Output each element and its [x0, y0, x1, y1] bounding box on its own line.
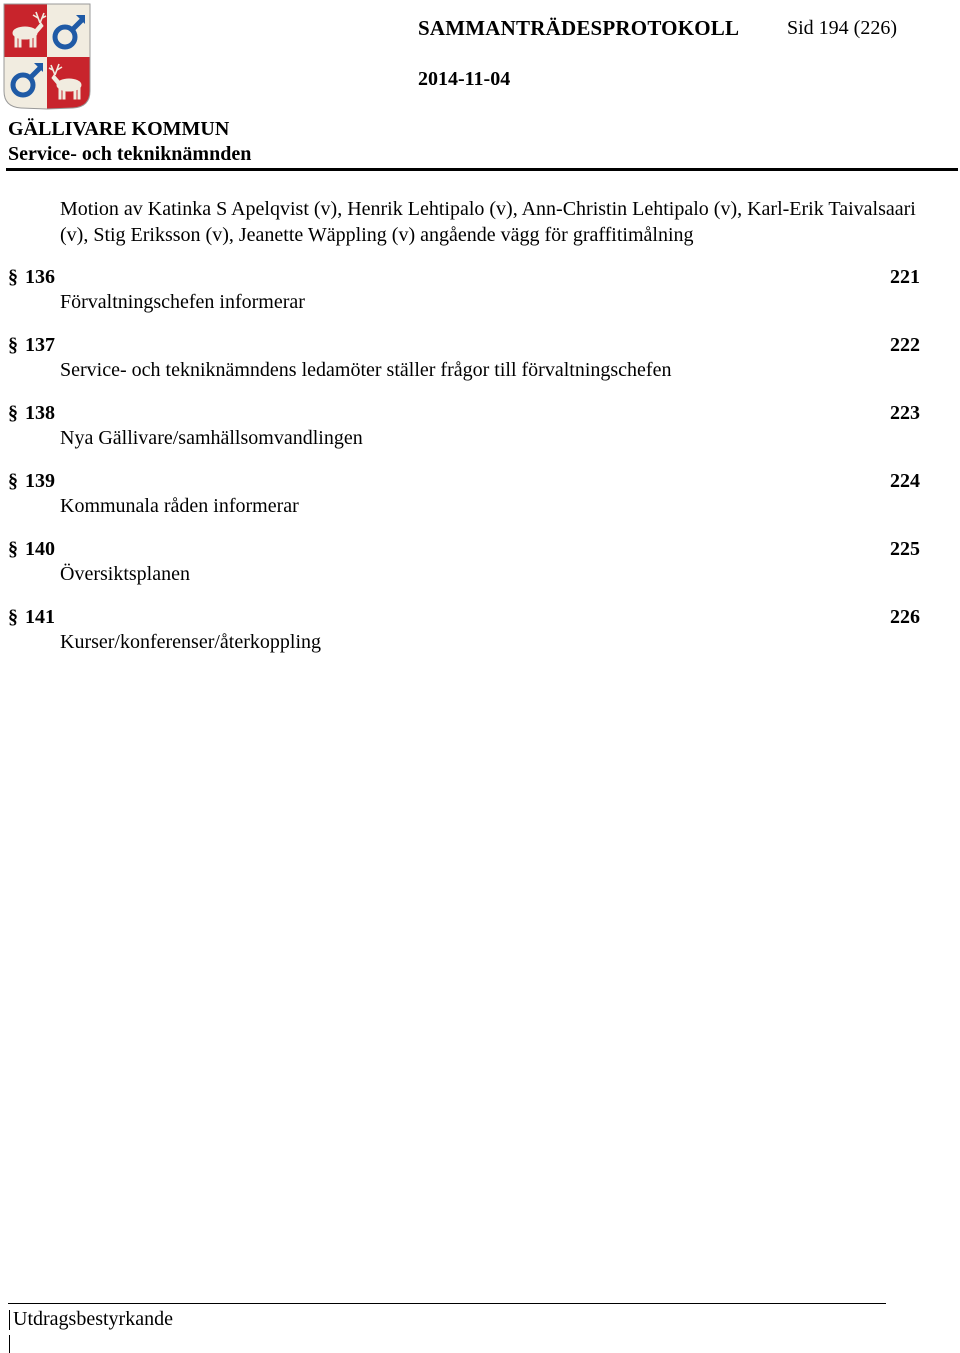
section-sign: § [8, 606, 18, 628]
signature-box-border [9, 1310, 10, 1330]
meeting-date: 2014-11-04 [418, 68, 511, 90]
section-page-number: 225 [890, 538, 920, 560]
agenda-entry [8, 536, 920, 604]
section-number: 138 [25, 402, 55, 424]
agenda-list [8, 264, 920, 672]
organization-unit: Service- och tekniknämnden [8, 143, 252, 165]
section-page-number: 222 [890, 334, 920, 356]
section-page-number: 223 [890, 402, 920, 424]
section-title: Service- och tekniknämndens ledamöter ställer frågor till förvaltningschefen [60, 359, 672, 381]
agenda-entry [8, 264, 920, 332]
section-title: Nya Gällivare/samhällsomvandlingen [60, 427, 363, 449]
section-sign: § [8, 470, 18, 492]
agenda-entry [8, 468, 920, 536]
section-number: 140 [25, 538, 55, 560]
section-number: 136 [25, 266, 55, 288]
section-number: 137 [25, 334, 55, 356]
section-title: Översiktsplanen [60, 563, 190, 585]
header-divider [6, 168, 958, 171]
section-title: Kurser/konferenser/återkoppling [60, 631, 322, 653]
footer-divider [8, 1303, 886, 1304]
motion-intro-text: Motion av Katinka S Apelqvist (v), Henrik Lehtipalo (v), Ann-Christin Lehtipalo (v), Karl-Erik Taivalsaari (v), Stig Eriksson (v), Jeanette Wäppling (v) angående vägg för graffitimålning [60, 198, 916, 246]
section-sign: § [8, 402, 18, 424]
document-title: SAMMANTRÄDESPROTOKOLL [418, 16, 740, 40]
agenda-entry [8, 604, 920, 672]
section-sign: § [8, 334, 18, 356]
section-number: 139 [25, 470, 55, 492]
section-title: Kommunala råden informerar [60, 495, 299, 517]
agenda-entry [8, 332, 920, 400]
municipal-coat-of-arms [3, 3, 91, 111]
section-sign: § [8, 266, 18, 288]
signature-box-border [9, 1335, 10, 1353]
section-page-number: 224 [890, 470, 920, 492]
section-page-number: 226 [890, 606, 920, 628]
certification-label: Utdragsbestyrkande [13, 1308, 173, 1330]
agenda-entry [8, 400, 920, 468]
organization-name: GÄLLIVARE KOMMUN [8, 118, 230, 140]
section-sign: § [8, 538, 18, 560]
section-title: Förvaltningschefen informerar [60, 291, 305, 313]
section-number: 141 [25, 606, 55, 628]
page-number: Sid 194 (226) [787, 17, 897, 39]
section-page-number: 221 [890, 266, 920, 288]
